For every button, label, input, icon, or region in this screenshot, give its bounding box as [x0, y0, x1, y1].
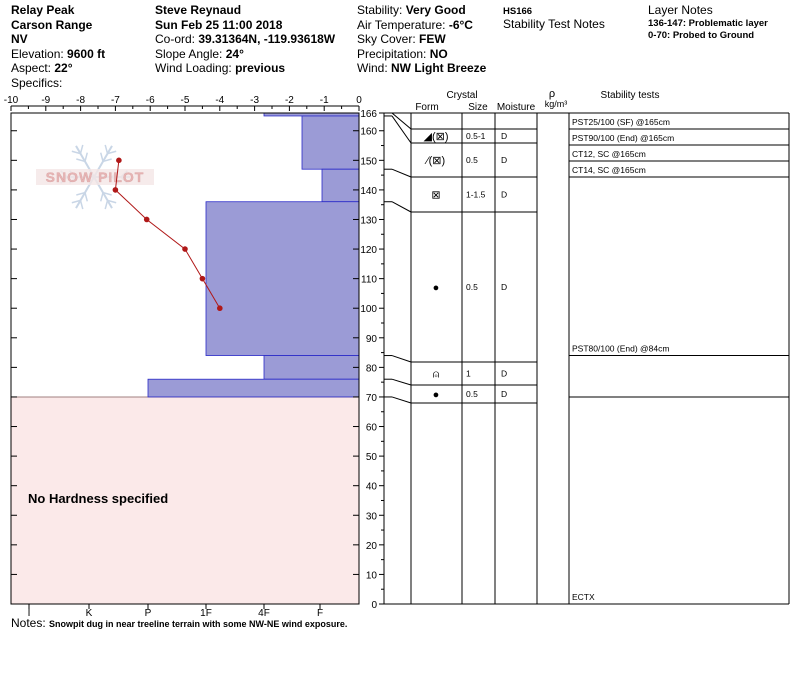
- no-hardness-label: No Hardness specified: [28, 491, 169, 506]
- col-rho: ρ: [548, 88, 556, 100]
- stability-test-2: CT12, SC @165cm: [572, 149, 646, 159]
- height-tick-label-12: 120: [360, 245, 377, 257]
- hardness-bar-1: [302, 116, 359, 169]
- temp-tick-label-2: -8: [76, 95, 86, 106]
- temp-tick-label-0: -10: [3, 95, 19, 106]
- col-form: Form: [415, 102, 439, 113]
- layer-size-4: 0.5: [466, 282, 478, 292]
- hardness-tick-label-4: 4F: [258, 608, 270, 619]
- aspect: Aspect: 22°: [11, 61, 73, 75]
- hs-value: HS166: [503, 6, 533, 17]
- slope-angle: Slope Angle: 24°: [155, 46, 244, 61]
- temperature-point-5: [217, 305, 223, 311]
- temperature-point-0: [116, 158, 122, 164]
- logo-flake-barb-1-1-1: [105, 200, 107, 209]
- temp-tick-label-7: -3: [250, 95, 260, 106]
- height-tick-label-3: 30: [365, 511, 377, 523]
- height-tick-label-5: 50: [365, 452, 377, 464]
- notes: [11, 616, 347, 630]
- stability-tests: [569, 117, 789, 602]
- layer-form-6: ●: [432, 389, 440, 401]
- stability-test-3: CT14, SC @165cm: [572, 165, 646, 175]
- wind-loading: Wind Loading: previous: [155, 61, 286, 75]
- layer-form-1: ◢(⊠): [423, 131, 449, 143]
- hardness-tick-label-3: 1F: [200, 608, 212, 619]
- layer-moisture-2: D: [501, 155, 508, 165]
- layer-moisture-1: D: [501, 131, 508, 141]
- temp-tick-label-6: -4: [215, 95, 225, 106]
- layer-size-3: 1-1.5: [466, 189, 486, 200]
- temperature-point-2: [144, 217, 150, 223]
- stability-test-0: PST25/100 (SF) @165cm: [572, 117, 670, 127]
- sky-cover: Sky Cover: FEW: [357, 32, 446, 46]
- logo-flake-barb-2-1-0: [81, 200, 83, 209]
- stability-test-notes-title: Stability Test Notes: [503, 17, 605, 31]
- height-tick-label-14: 140: [360, 185, 377, 197]
- height-tick-label-7: 70: [365, 392, 377, 404]
- unspecified-region: [11, 397, 359, 604]
- height-tick-label-15: 150: [360, 156, 377, 168]
- logo-flake-barb-4-0-1: [85, 153, 87, 162]
- boundary-link-b-3: [392, 202, 411, 212]
- col-moisture: Moisture: [496, 102, 536, 113]
- temp-tick-label-1: -9: [41, 95, 51, 106]
- layer-note-2: 0-70: Probed to Ground: [648, 30, 755, 41]
- boundary-link-b-0: [392, 113, 411, 129]
- logo-flake-barb-1-0-1: [101, 193, 103, 202]
- layer-size-5: 1: [466, 368, 471, 379]
- temp-tick-label-3: -7: [110, 95, 120, 106]
- temp-tick-label-4: -6: [145, 95, 155, 106]
- layer-moisture-4: D: [501, 282, 508, 292]
- boundary-link-b-1: [392, 116, 411, 143]
- height-tick-label-4: 40: [365, 481, 377, 493]
- wind: Wind: NW Light Breeze: [357, 61, 487, 75]
- temperature-point-4: [200, 276, 206, 282]
- state-name: NV: [11, 32, 28, 46]
- logo-flake-barb-5-1-0: [105, 145, 107, 154]
- temperature-axis: [4, 95, 362, 111]
- hardness-tick-label-5: F: [316, 608, 324, 619]
- stability: Stability: Very Good: [357, 3, 466, 17]
- hardness-tick-label-1: K: [85, 608, 93, 619]
- notes-text: Snowpit dug in near treeline terrain with some NW-NE wind exposure.: [49, 619, 348, 629]
- coordinates: Co-ord: 39.31364N, -119.93618W: [155, 32, 336, 46]
- temp-tick-label-10: 0: [356, 95, 362, 106]
- layer-moisture-5: D: [501, 368, 508, 379]
- layer-size-1: 0.5-1: [466, 131, 486, 141]
- height-tick-label-2: 20: [365, 540, 377, 552]
- air-temperature: Air Temperature: -6°C: [357, 17, 473, 32]
- elevation: Elevation: 9600 ft: [11, 46, 106, 61]
- hardness-bar-4: [264, 356, 359, 380]
- hardness-bar-3: [206, 202, 359, 356]
- boundary-link-b-4: [392, 356, 411, 362]
- layer-form-5: ⍝: [432, 368, 440, 381]
- height-tick-label-16: 160: [360, 126, 377, 138]
- hardness-bar-5: [148, 379, 359, 397]
- height-tick-label-10: 100: [360, 304, 377, 316]
- logo-flake-barb-4-1-1: [81, 145, 83, 154]
- obs-datetime: Sun Feb 25 11:00 2018: [155, 17, 283, 32]
- height-tick-label-0: 0: [371, 600, 377, 611]
- stability-test-1: PST90/100 (End) @165cm: [572, 133, 675, 143]
- layer-note-1: 136-147: Problematic layer: [648, 18, 768, 29]
- hardness-tick-label-0: I: [27, 608, 31, 619]
- temp-tick-label-5: -5: [180, 95, 190, 106]
- layer-form-4: ●: [432, 282, 440, 294]
- height-tick-label-8: 80: [365, 363, 377, 375]
- snowpilot-logo: [36, 145, 154, 209]
- col-crystal: Crystal: [446, 90, 478, 101]
- boundary-link-b-6: [392, 397, 411, 403]
- stability-test-4: PST80/100 (End) @84cm: [572, 343, 670, 354]
- temp-tick-label-8: -2: [284, 95, 294, 106]
- height-tick-label-6: 60: [365, 422, 377, 434]
- hardness-bar-2: [322, 169, 359, 202]
- layer-size-6: 0.5: [466, 389, 478, 399]
- layer-form-3: ⊠: [431, 189, 441, 202]
- col-size: Size: [468, 102, 488, 113]
- height-tick-label-11: 110: [361, 274, 377, 286]
- col-rho-unit: kg/m³: [544, 99, 568, 109]
- hardness-profile: [148, 113, 359, 397]
- boundary-link-b-5: [392, 379, 411, 385]
- temp-tick-label-9: -1: [319, 95, 329, 106]
- stability-test-5: ECTX: [572, 592, 595, 602]
- temperature-point-3: [182, 246, 188, 252]
- col-stability-tests: Stability tests: [600, 90, 660, 101]
- range-name: Carson Range: [11, 17, 93, 32]
- layer-size-2: 0.5: [466, 155, 478, 165]
- layer-moisture-3: D: [501, 189, 508, 200]
- specifics: Specifics:: [11, 75, 63, 90]
- notes-label: Notes:: [11, 616, 50, 630]
- layer-moisture-6: D: [501, 389, 508, 399]
- height-tick-label-13: 130: [360, 215, 377, 227]
- logo-flake-barb-2-0-0: [85, 193, 87, 202]
- height-tick-label-9: 90: [365, 333, 377, 345]
- height-tick-label-17: 166: [360, 109, 377, 120]
- layer-form-2: ⁄(⊠): [426, 155, 446, 167]
- location-name: Relay Peak: [11, 3, 75, 17]
- precipitation: Precipitation: NO: [357, 46, 448, 61]
- temperature-point-1: [113, 187, 119, 193]
- boundary-link-b-2: [392, 169, 411, 177]
- observer-name: Steve Reynaud: [155, 3, 242, 17]
- hardness-tick-label-2: P: [144, 608, 152, 619]
- logo-text: SNOW PILOT: [45, 169, 145, 185]
- logo-flake-barb-5-0-0: [101, 153, 103, 162]
- layer-notes-title: Layer Notes: [648, 3, 713, 17]
- height-tick-label-1: 10: [365, 570, 377, 582]
